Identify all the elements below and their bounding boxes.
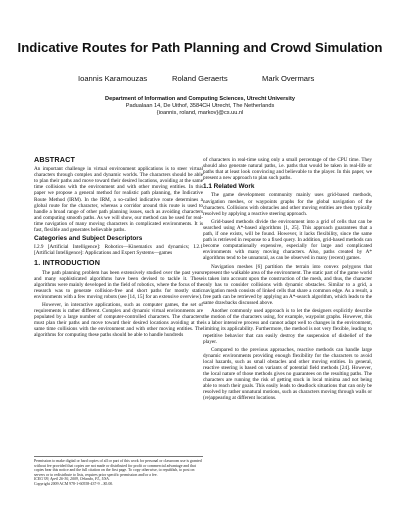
affiliation-email: {ioannis, roland, markov}@cs.uu.nl [156,110,244,116]
author-1: Ioannis Karamouzas [78,74,148,83]
affiliation-line-2: Padualaan 14, De Uithof, 3584CH Utrecht, The Netherlands [125,103,275,109]
permission-notice: Permission to make digital or hard copies of all or part of this work for personal or classroom use is granted without fee provided that copies are not made or distributed for profit or commercial advantage and that copies bear this notice and the full citation on the first page. To copy otherwise, to republish, to post on servers or to redistribute to lists, requires prior specific permission and/or a fee. [34,459,202,477]
related-paragraph-4: Another commonly used approach is to let the designers explicitly describe the motion of the characters using, for example, waypoint graphs. However, this is a labor intensive process and cannot adapt well to changes in the environment, limiting its applicability. Furthermore, the method is not very flexible, leading to repetitive behavior that can easily destroy the suspension of disbelief of the player. [203,308,372,345]
conference-line: ICEG’09, April 26-30, 2009, Orlando, FL, USA. [34,477,110,482]
copyright-line: Copyright 2009 ACM 978-1-60558-437-9 ...$5.00. [34,481,114,486]
related-paragraph-1: The game development community mainly uses grid-based methods, navigation meshes, or waypoints graphs for the global navigation of the characters. Collisions with obstacles and other moving entities are then typically resolved by applying a reactive steering approach. [203,192,372,217]
categories-heading: Categories and Subject Descriptors [34,235,143,243]
copyright-footnote [34,456,203,487]
paper-title: Indicative Routes for Path Planning and Crowd Simulation [17,40,383,55]
abstract-text: An important challenge in virtual environment applications is to steer virtual characters through complex and dynamic worlds. The characters should be able to plan their paths and move toward their desired locations, avoiding at the same time collisions with the environment and with other moving entities. In this paper we propose a general method for realistic path planning, the Indicative Route Method (IRM). In the IRM, a so-called indicative route determines a global route for the character, whereas a corridor around this route is used to handle a broad range of other path planning issues, such as avoiding characters and computing smooth paths. As we will show, our method can be used for real-time navigation of many moving characters in complicated environments. It is fast, flexible and generates believable paths. [34,166,203,234]
author-3: Mark Overmars [262,74,315,83]
related-paragraph-5: Compared to the previous approaches, reactive methods can handle large dynamic environments providing enough flexibility for the characters to avoid local hazards, such as small obstacles and other moving entities. In general, reactive steering is based on variants of potential field methods [24]. However, the local nature of those methods gives no guarantees on the resulting paths. The characters are running the risk of getting stuck in local minima and not being able to reach their goals. This easily leads to deadlock situations that can only be resolved by rather unnatural motions, such as characters moving through walls or (re)appearing at different locations. [203,346,372,402]
right-column [203,157,372,404]
related-paragraph-3: Navigation meshes [6] partition the terrain into convex polygons that represent the walkable area of the environment. The static part of the game world is taken into account upon the construction of the mesh, and thus, the character only has to consider collisions with dynamic obstacles. Similar to a grid, a navigation mesh consists of linked cells that share a common edge. As a result, a free path can be retrieved by applying an A*-search algorithm, which leads to the same drawbacks discussed above. [203,263,372,307]
related-paragraph-2: Grid-based methods divide the environment into a grid of cells that can be searched using A*-based algorithms [1, 25]. This approach guarantees that a path, if one exists, will be found. However, it lacks flexibility, since the same path is retrieved in response to a fixed query. In addition, grid-based methods can become computationally expensive, especially for large and complicated environments with many moving characters. Also, paths created by A* algorithms tend to be unnatural, as can be observed in many (recent) games. [203,218,372,262]
right-paragraph-top: of characters in real-time using only a small percentage of the CPU time. They should also generate natural paths, i.e. paths that would be taken in real-life or paths that at least look convincing and believable to the player. In this paper, we present a new approach to plan such paths. [203,157,372,182]
affiliation-line-1: Department of Information and Computing Sciences, Utrecht University [105,96,295,102]
related-work-heading: 1.1 Related Work [203,183,255,191]
author-2: Roland Geraerts [172,74,228,83]
intro-heading: 1. INTRODUCTION [34,258,101,268]
intro-paragraph-2: However, in interactive applications, such as computer games, the set of requirements is rather different. Complex and dynamic virtual environments are populated by a large number of computer-controlled characters. The characters must plan their paths and move toward their desired locations avoiding at the same time collisions with the environment and with other moving entities. The algorithms for computing these paths should be able to handle hundreds [34,301,203,339]
abstract-heading: ABSTRACT [34,155,76,164]
categories-text: I.2.9 [Artificial Intelligence]: Robotics—Kinematics and dynamics; I.2.1 [Artificial Intelligence]: Applications and Expert Systems—games [34,244,203,257]
left-column [34,157,203,341]
intro-paragraph-1: The path planning problem has been extensively studied over the past years and many sophisticated algorithms have been devised to tackle it. These algorithms were mainly developed in the field of robotics, where the focus of the research was to generate collision-free and short paths for mostly static environments with a few moving robots (see [14, 15] for an extensive overview). [34,269,203,300]
